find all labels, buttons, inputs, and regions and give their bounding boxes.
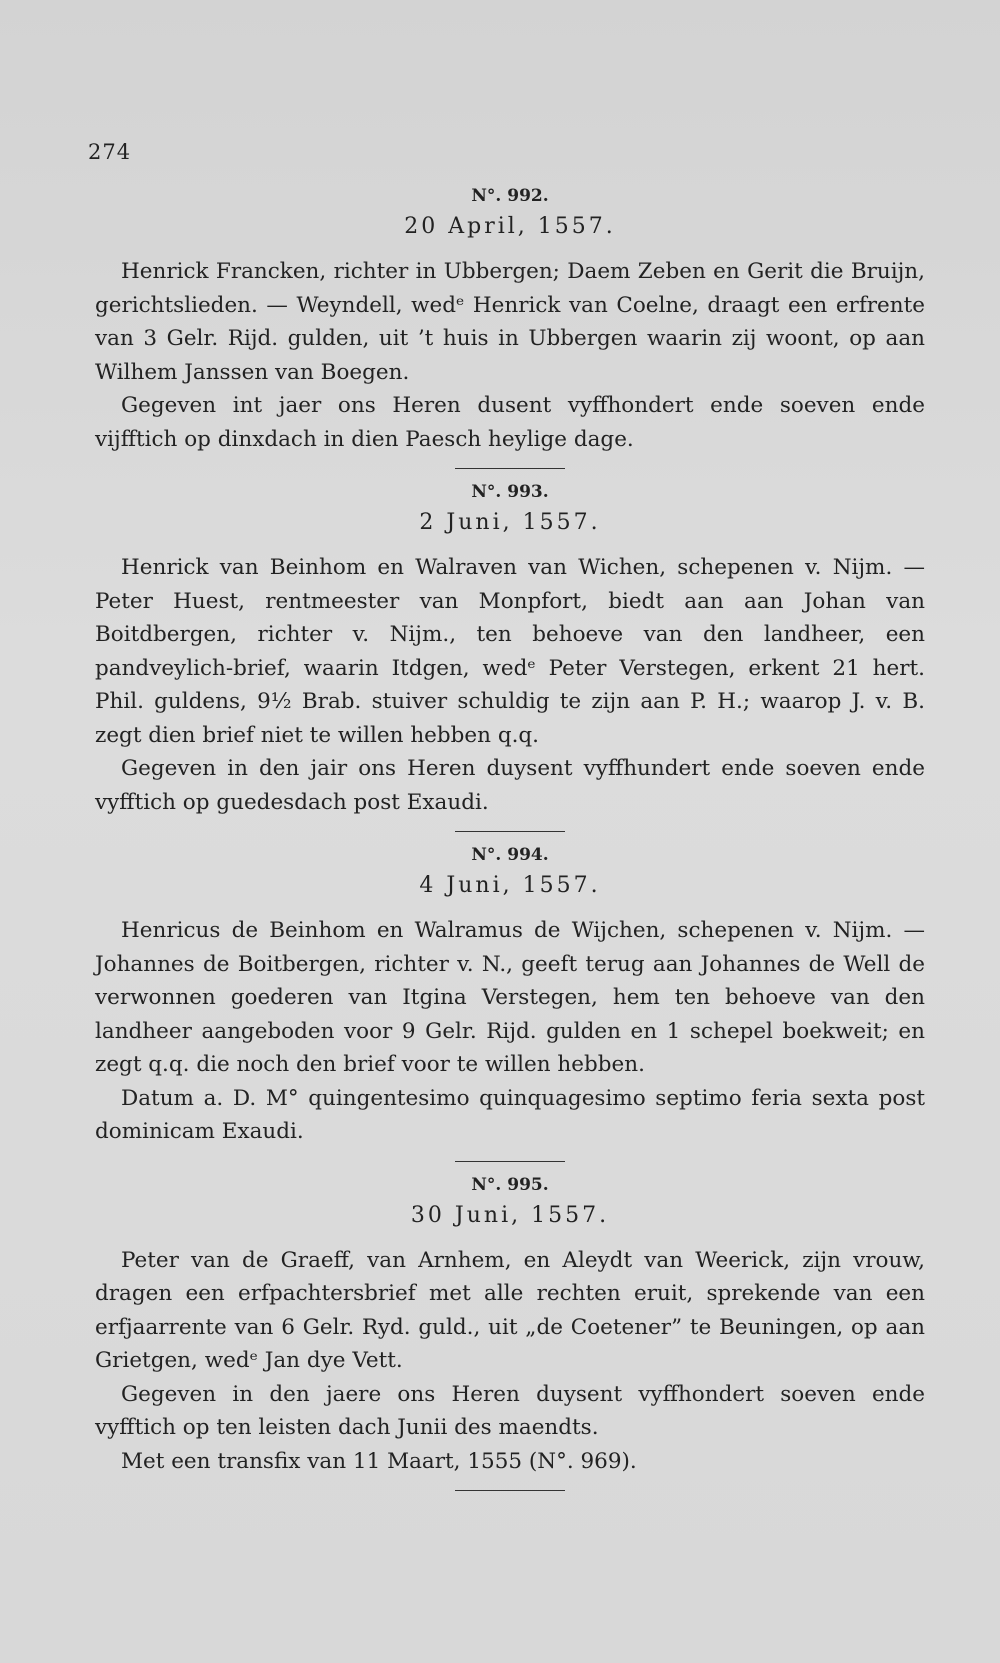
page-number: 274 — [88, 140, 132, 164]
section-divider — [455, 831, 565, 832]
entry-992 — [95, 185, 925, 456]
entry-paragraph: Gegeven in den jair ons Heren duysent vyffhundert ende soeven ende vyfftich op guedesdach post Exaudi. — [95, 756, 925, 815]
entry-paragraph: Datum a. D. M° quingentesimo quinquagesimo septimo feria sexta post dominicam Exaudi. — [95, 1085, 925, 1144]
entry-paragraph: Met een transfix van 11 Maart, 1555 (N°. 969). — [121, 1448, 637, 1474]
document-body — [95, 185, 925, 1503]
entry-995 — [95, 1174, 925, 1479]
entry-paragraph: Gegeven in den jaere ons Heren duysent vyffhondert soeven ende vyfftich op ten leisten dach Junii des maendts. — [95, 1381, 925, 1440]
entry-paragraph: Henrick Francken, richter in Ubbergen; Daem Zeben en Gerit die Bruijn, gerichtslieden. — Weyndell, wedᵉ Henrick van Coelne, draagt een erfrente van 3 Gelr. Rijd. gulden, uit ’t huis in Ubbergen waarin zij woont, op aan Wilhem Janssen van Boegen. — [95, 259, 925, 385]
entry-date: 20 April, 1557. — [404, 214, 616, 239]
entry-paragraph: Gegeven int jaer ons Heren dusent vyffhondert ende soeven ende vijfftich op dinxdach in dien Paesch heylige dage. — [95, 393, 925, 452]
entry-paragraph: Henricus de Beinhom en Walramus de Wijchen, schepenen v. Nijm. — Johannes de Boitbergen, richter v. N., geeft terug aan Johannes de Well de verwonnen goederen van Itgina Verstegen, hem ten behoeve van den landheer aangeboden voor 9 Gelr. Rijd. gulden en 1 schepel boekweit; en zegt q.q. die noch den brief voor te willen hebben. — [95, 918, 925, 1077]
entry-number: N°. 993. — [471, 482, 549, 502]
section-divider — [455, 468, 565, 469]
entry-number: N°. 994. — [471, 845, 549, 865]
entry-paragraph: Peter van de Graeff, van Arnhem, en Aleydt van Weerick, zijn vrouw, dragen een erfpachtersbrief met alle rechten eruit, sprekende van een erfjaarrente van 6 Gelr. Ryd. guld., uit „de Coetener” te Beuningen, op aan Grietgen, wedᵉ Jan dye Vett. — [95, 1247, 925, 1373]
section-divider — [455, 1161, 565, 1162]
section-divider — [455, 1490, 565, 1491]
entry-number: N°. 992. — [471, 186, 549, 206]
entry-date: 30 Juni, 1557. — [410, 1202, 610, 1228]
entry-994 — [95, 844, 925, 1149]
entry-date: 2 Juni, 1557. — [419, 510, 601, 535]
entry-paragraph: Henrick van Beinhom en Walraven van Wichen, schepenen v. Nijm. — Peter Huest, rentmeester van Monpfort, biedt aan aan Johan van Boitdbergen, richter v. Nijm., ten behoeve van den landheer, een pandveylich-brief, waarin Itdgen, wedᵉ Peter Verstegen, erkent 21 hert. Phil. guldens, 9½ Brab. stuiver schuldig te zijn aan P. H.; waarop J. v. B. zegt dien brief niet te willen hebben q.q. — [95, 555, 925, 748]
entry-date: 4 Juni, 1557. — [419, 873, 601, 898]
entry-993 — [95, 481, 925, 819]
entry-number: N°. 995. — [471, 1174, 549, 1195]
